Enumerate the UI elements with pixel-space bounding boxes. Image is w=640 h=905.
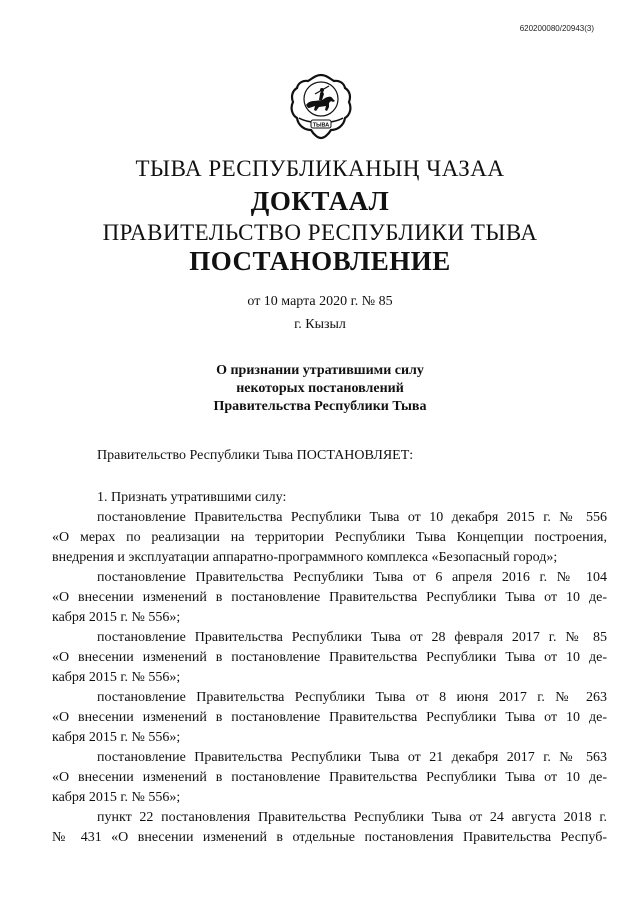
subject-line: некоторых постановлений <box>236 381 404 396</box>
paragraph-line: постановление Правительства Республики Тыва от 10 декабря 2015 г. № 556 <box>97 510 607 525</box>
document-id: 620200080/20943(3) <box>519 24 594 33</box>
document-date: от 10 марта 2020 г. № 85 <box>247 294 393 309</box>
paragraph-line: № 431 «О внесении изменений в отдельные постановления Правительства Респуб- <box>52 830 607 845</box>
paragraph-line: «О мерах по реализации на территории Республики Тыва Концепции построения, <box>52 530 607 545</box>
paragraph-line: кабря 2015 г. № 556»; <box>52 730 181 745</box>
tuvan-document-type: ДОКТААЛ <box>250 186 390 216</box>
russian-government-title: ПРАВИТЕЛЬСТВО РЕСПУБЛИКИ ТЫВА <box>102 220 538 245</box>
paragraph-line: постановление Правительства Республики Тыва от 6 апреля 2016 г. № 104 <box>97 570 607 585</box>
document-subject <box>0 362 640 416</box>
document-city: г. Кызыл <box>294 317 346 332</box>
paragraph-line: пункт 22 постановления Правительства Республики Тыва от 24 августа 2018 г. <box>97 810 607 825</box>
paragraph-line: внедрения и эксплуатации аппаратно-программного комплекса «Безопасный город»; <box>52 550 558 565</box>
paragraph-line: кабря 2015 г. № 556»; <box>52 610 181 625</box>
paragraph-line: постановление Правительства Республики Тыва от 28 февраля 2017 г. № 85 <box>97 630 607 645</box>
russian-document-type: ПОСТАНОВЛЕНИЕ <box>189 246 451 276</box>
tuvan-government-title: ТЫВА РЕСПУБЛИКАНЫҢ ЧАЗАА <box>135 156 505 181</box>
repealed-acts-list <box>52 508 607 848</box>
emblem-label: ТЫВА <box>312 122 330 129</box>
paragraph-line: «О внесении изменений в постановление Правительства Республики Тыва от 10 де- <box>52 650 607 665</box>
paragraph-line: постановление Правительства Республики Тыва от 8 июня 2017 г. № 263 <box>97 690 607 705</box>
paragraph-line: постановление Правительства Республики Тыва от 21 декабря 2017 г. № 563 <box>97 750 607 765</box>
paragraph-line: «О внесении изменений в постановление Правительства Республики Тыва от 10 де- <box>52 710 607 725</box>
paragraph-line: кабря 2015 г. № 556»; <box>52 790 181 805</box>
paragraph-line: «О внесении изменений в постановление Правительства Республики Тыва от 10 де- <box>52 590 607 605</box>
tuva-coat-of-arms-icon <box>289 72 353 142</box>
subject-line: О признании утратившими силу <box>216 363 424 378</box>
resolution-intro: Правительство Республики Тыва ПОСТАНОВЛЯЕТ: <box>97 448 414 463</box>
subject-line: Правительства Республики Тыва <box>213 399 427 414</box>
point-1-title: 1. Признать утратившими силу: <box>97 490 287 505</box>
paragraph-line: «О внесении изменений в постановление Правительства Республики Тыва от 10 де- <box>52 770 607 785</box>
paragraph-line: кабря 2015 г. № 556»; <box>52 670 181 685</box>
